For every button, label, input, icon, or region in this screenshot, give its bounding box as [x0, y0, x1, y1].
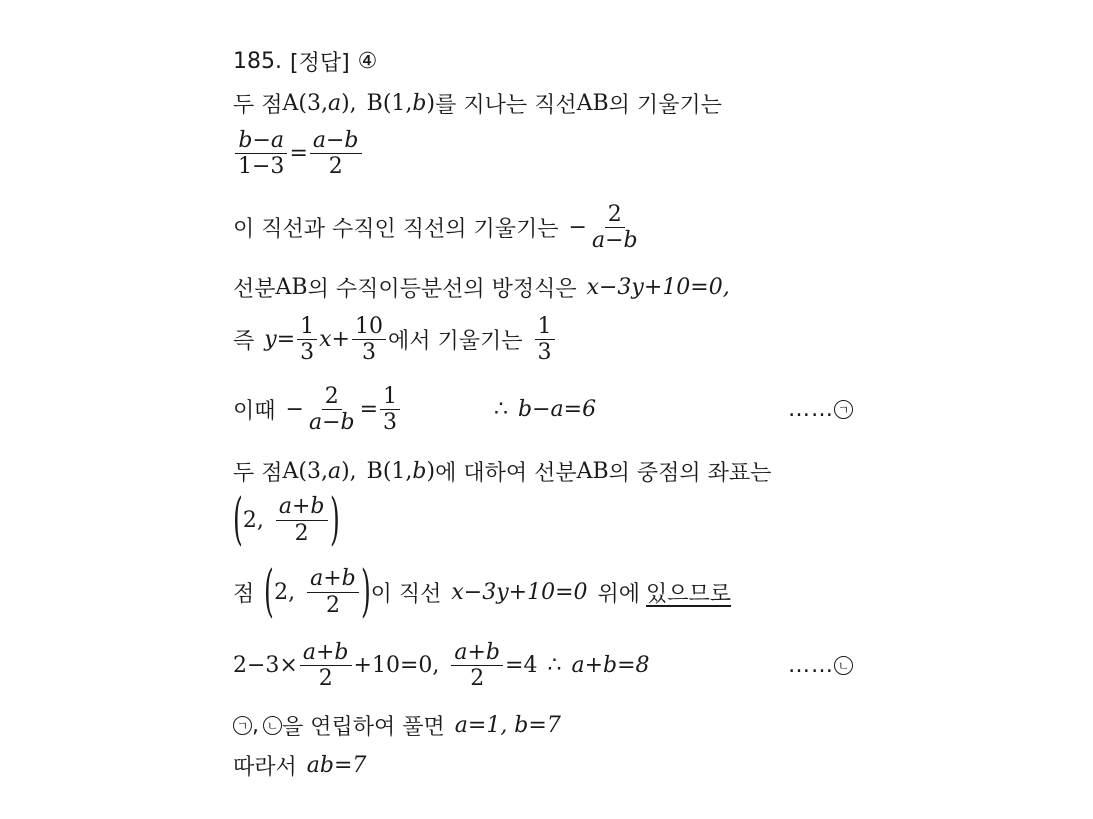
system-solution-line	[233, 710, 561, 741]
text: 따라서	[233, 755, 297, 780]
text: 에서 기울기는	[387, 329, 523, 355]
equation: x−3y+10=0	[451, 579, 588, 605]
problem-number: 185.	[233, 49, 282, 74]
fraction: $\frac{a-b}{2}$	[310, 128, 362, 180]
text: 이 직선과 수직인 직선의 기울기는	[233, 217, 559, 243]
minus-sign: −	[568, 215, 587, 241]
text: 점	[233, 581, 255, 607]
slope-form-line	[233, 314, 557, 366]
slope-expression	[233, 128, 364, 180]
coordinate-x: 2,	[242, 507, 264, 533]
punct: ),	[341, 459, 357, 484]
equals-sign: =	[359, 397, 379, 423]
fraction: $\frac{a+b}{2}$	[451, 640, 503, 692]
text: 선분	[233, 277, 276, 302]
answer-label: [정답]	[289, 51, 350, 76]
bisector-equation-line	[233, 272, 730, 303]
var-a: a	[327, 91, 342, 116]
solution-header	[233, 46, 377, 77]
equals-sign: =	[289, 141, 308, 167]
text: 의 기울기는	[608, 93, 722, 118]
condition-line	[233, 384, 853, 436]
minus-sign: −	[285, 397, 304, 423]
right-paren: )	[360, 559, 371, 624]
text: 의 수직이등분선의 방정식은	[307, 277, 577, 302]
therefore-sign: ∴	[494, 397, 509, 423]
text: 위에	[597, 581, 641, 607]
left-paren: (	[264, 559, 275, 624]
punct: ),	[341, 91, 357, 116]
circled-mark: ㄴ	[263, 716, 282, 735]
text: 즉	[233, 329, 255, 355]
point-b: B(1,	[366, 91, 413, 116]
ellipsis: ……	[788, 397, 834, 423]
fraction: $\frac{10}{3}$	[352, 314, 386, 366]
fraction: $\frac{a+b}{2}$	[307, 566, 359, 618]
expression: 2−3×	[233, 653, 298, 679]
final-result: ab=7	[306, 753, 367, 778]
fraction: $\frac{a+b}{2}$	[276, 494, 328, 546]
left-paren: (	[233, 487, 243, 552]
text: 두 점	[233, 461, 283, 486]
segment-ab: AB	[576, 91, 609, 116]
circled-mark: ㄴ	[834, 656, 853, 675]
punct: )	[426, 459, 436, 484]
var-b: b	[412, 91, 427, 116]
point-a: A(3,	[282, 459, 328, 484]
text: 에 대하여 선분	[435, 461, 577, 486]
text: 를 지나는 직선	[435, 93, 577, 118]
result-equation: b−a=6	[518, 397, 597, 423]
var-y: y=	[264, 327, 296, 353]
therefore-sign: ∴	[547, 653, 562, 679]
answer-mark: ④	[357, 49, 378, 74]
perpendicular-slope-line	[233, 202, 643, 254]
fraction: $\frac{a+b}{2}$	[300, 640, 352, 692]
final-answer-line	[233, 750, 366, 781]
right-paren: )	[329, 487, 340, 552]
text: 을 연립하여 풀면	[282, 715, 445, 740]
var-x: x+	[319, 327, 350, 353]
text: 두 점	[233, 93, 283, 118]
coordinate-x: 2,	[274, 579, 296, 605]
result-equation: a=1, b=7	[454, 713, 561, 738]
fraction: $\frac{2}{a-b}$	[591, 202, 638, 254]
underlined-text: 있으므로	[646, 581, 732, 607]
var-b: b	[412, 459, 427, 484]
fraction: $\frac{1}{3}$	[297, 314, 317, 366]
fraction: $\frac{1}{3}$	[535, 314, 555, 366]
fraction: $\frac{b-a}{1-3}$	[235, 128, 287, 180]
midpoint-intro-line	[233, 456, 771, 487]
segment-ab: AB	[275, 275, 308, 300]
fraction: $\frac{2}{a-b}$	[308, 384, 355, 436]
fraction: $\frac{1}{3}$	[380, 384, 400, 436]
text: 이때	[233, 399, 276, 425]
result-equation: a+b=8	[571, 653, 650, 679]
circled-mark: ㄱ	[233, 716, 252, 735]
circled-mark: ㄱ	[834, 400, 853, 419]
substitution-line	[233, 640, 853, 692]
point-a: A(3,	[282, 91, 328, 116]
expression: =4	[505, 653, 538, 679]
punct: ,	[252, 713, 259, 738]
var-a: a	[327, 459, 342, 484]
text: 이 직선	[370, 581, 442, 607]
ellipsis: ……	[788, 653, 834, 679]
punct: )	[426, 91, 436, 116]
midpoint-coordinate	[233, 487, 340, 552]
expression: +10=0,	[353, 653, 440, 679]
equation: x−3y+10=0,	[586, 275, 730, 300]
point-on-line	[233, 559, 732, 624]
text: 의 중점의 좌표는	[608, 461, 772, 486]
segment-ab: AB	[576, 459, 609, 484]
point-b: B(1,	[366, 459, 413, 484]
text-line-slope-intro	[233, 88, 722, 119]
